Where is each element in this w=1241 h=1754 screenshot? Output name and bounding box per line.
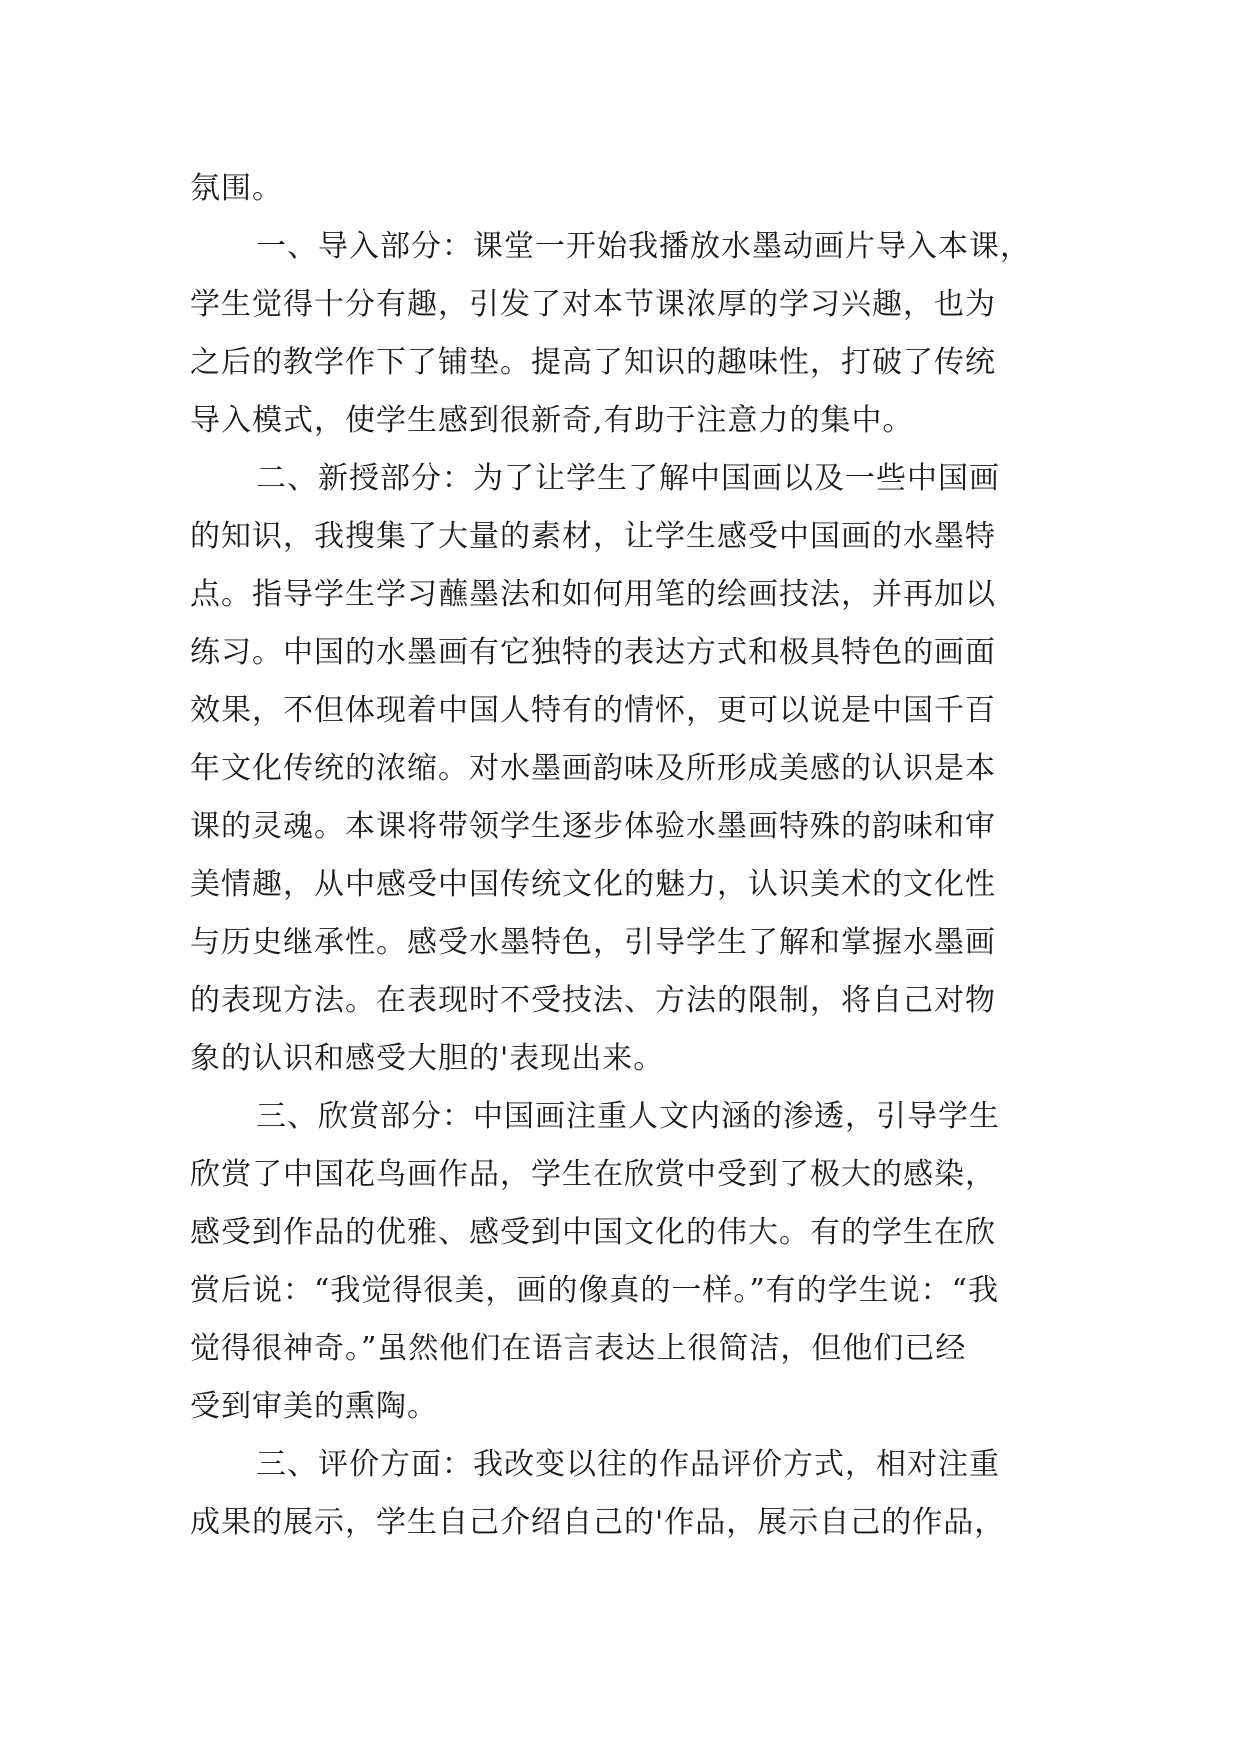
- paragraph-heading-line: 二、新授部分：为了让学生了解中国画以及一些中国画: [256, 461, 1000, 496]
- paragraph-heading-line: 三、欣赏部分：中国画注重人文内涵的渗透，引导学生: [256, 1099, 1000, 1134]
- text-line: 效果，不但体现着中国人特有的情怀，更可以说是中国千百: [190, 693, 996, 728]
- text-line: 感受到作品的优雅、感受到中国文化的伟大。有的学生在欣: [190, 1215, 996, 1250]
- text-line: 氛围。: [190, 171, 283, 206]
- text-line: 练习。中国的水墨画有它独特的表达方式和极具特色的画面: [190, 635, 996, 670]
- text-line: 学生觉得十分有趣，引发了对本节课浓厚的学习兴趣，也为: [190, 287, 996, 322]
- text-line: 点。指导学生学习蘸墨法和如何用笔的绘画技法，并再加以: [190, 577, 996, 612]
- text-line: 欣赏了中国花鸟画作品，学生在欣赏中受到了极大的感染，: [190, 1157, 996, 1192]
- text-line: 象的认识和感受大胆的'表现出来。: [190, 1041, 665, 1076]
- text-line: 课的灵魂。本课将带领学生逐步体验水墨画特殊的韵味和审: [190, 809, 996, 844]
- text-line: 与历史继承性。感受水墨特色，引导学生了解和掌握水墨画: [190, 925, 996, 960]
- text-line: 赏后说：“我觉得很美，画的像真的一样。”有的学生说：“我: [190, 1273, 1000, 1308]
- text-line: 美情趣，从中感受中国传统文化的魅力，认识美术的文化性: [190, 867, 996, 902]
- text-line: 受到审美的熏陶。: [190, 1389, 438, 1424]
- paragraph-heading-line: 三、评价方面：我改变以往的作品评价方式，相对注重: [256, 1447, 1000, 1482]
- text-line: 成果的展示，学生自己介绍自己的'作品，展示自己的作品，: [190, 1505, 1006, 1540]
- text-line: 的知识，我搜集了大量的素材，让学生感受中国画的水墨特: [190, 519, 996, 554]
- paragraph-heading-line: 一、导入部分：课堂一开始我播放水墨动画片导入本课，: [256, 229, 1031, 264]
- text-line: 之后的教学作下了铺垫。提高了知识的趣味性，打破了传统: [190, 345, 996, 380]
- text-line: 觉得很神奇。”虽然他们在语言表达上很简洁，但他们已经: [190, 1331, 967, 1366]
- text-line: 导入模式，使学生感到很新奇,有助于注意力的集中。: [190, 403, 914, 438]
- text-line: 的表现方法。在表现时不受技法、方法的限制，将自己对物: [190, 983, 996, 1018]
- body-text: [190, 160, 1050, 1552]
- text-line: 年文化传统的浓缩。对水墨画韵味及所形成美感的认识是本: [190, 751, 996, 786]
